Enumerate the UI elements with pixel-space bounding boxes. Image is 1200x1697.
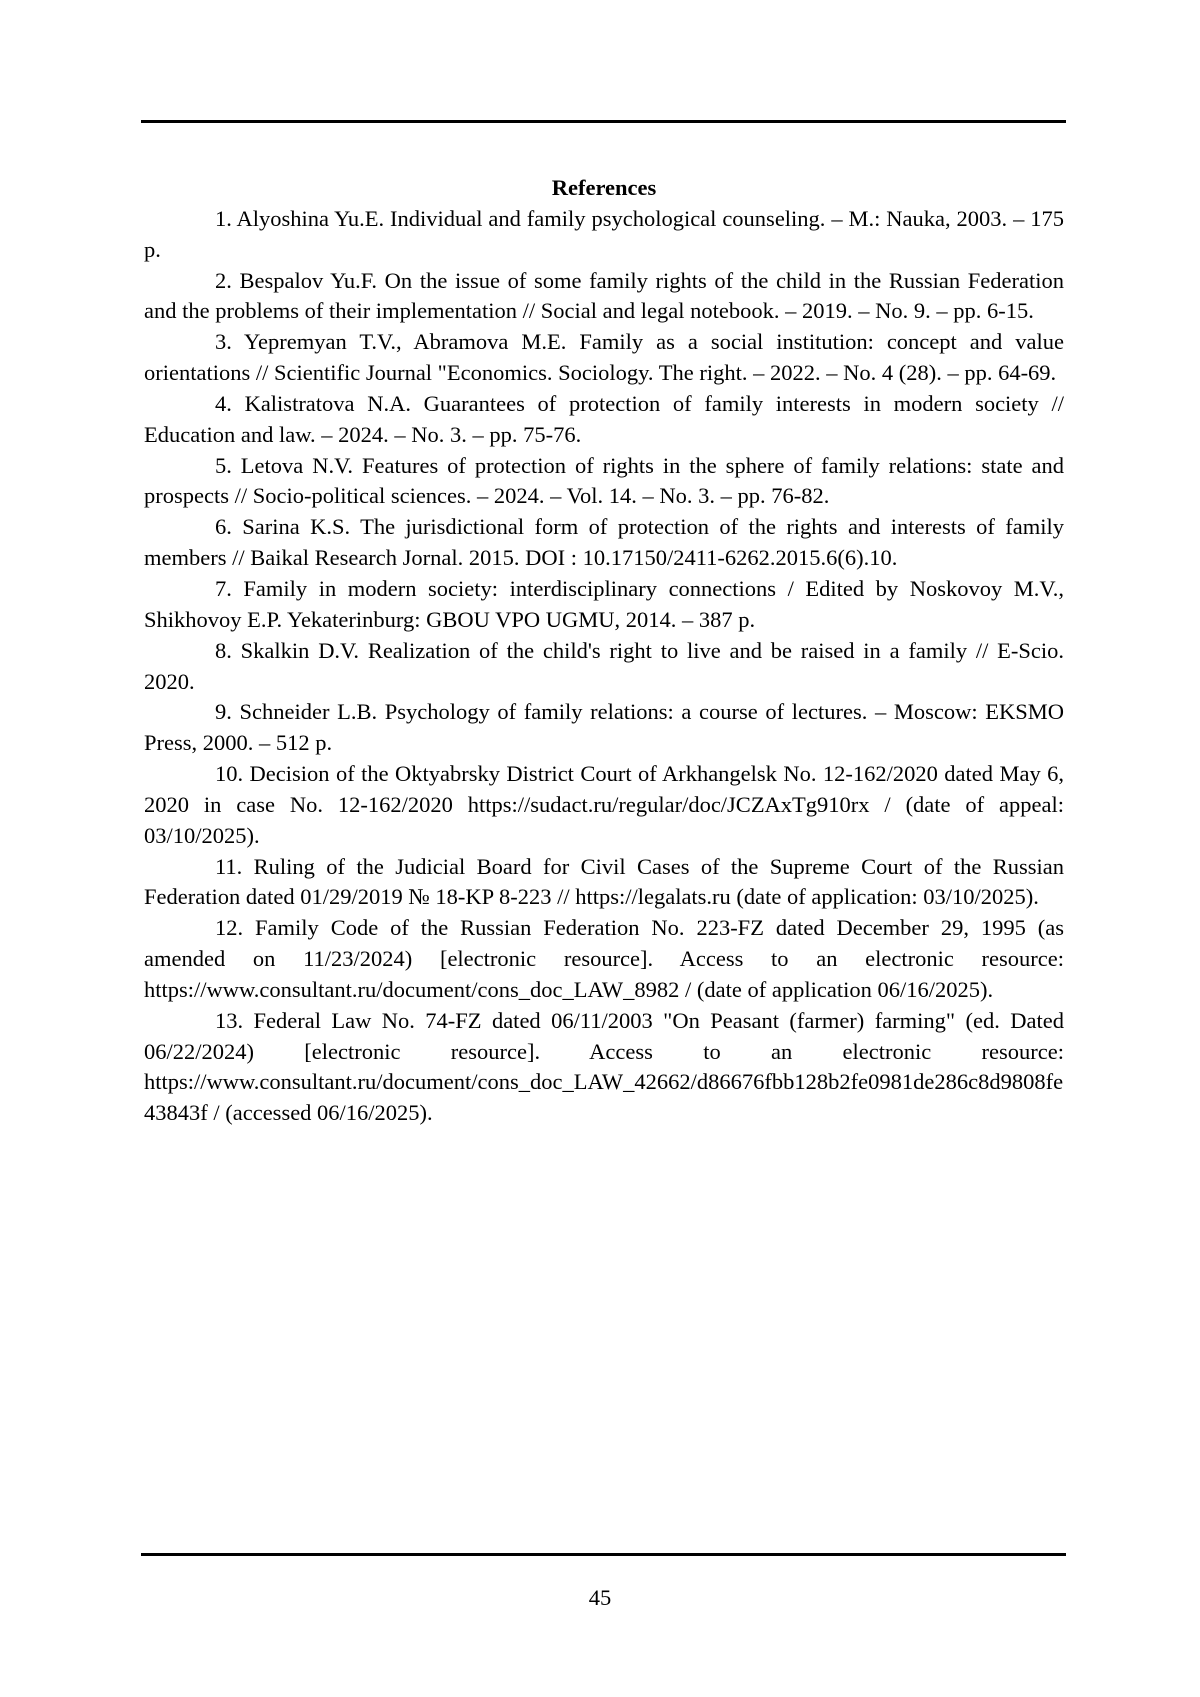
references-heading: References (551, 175, 657, 200)
reference-item: 9. Schneider L.B. Psychology of family relations: a course of lectures. – Moscow: EKSMO Press, 2000. – 512 p. (144, 699, 1064, 756)
reference-item: 11. Ruling of the Judicial Board for Civil Cases of the Supreme Court of the Russian Federation dated 01/29/2019 № 18-KP 8-223 // https://legalats.ru (date of application: 03/10/2025). (144, 853, 1064, 910)
reference-item: 5. Letova N.V. Features of protection of rights in the sphere of family relations: state and prospects // Socio-political sciences. – 2024. – Vol. 14. – No. 3. – pp. 76-82. (144, 452, 1064, 509)
reference-item: 4. Kalistratova N.A. Guarantees of protection of family interests in modern society // Education and law. – 2024. – No. 3. – pp. 75-76. (144, 390, 1064, 447)
page-number: 45 (588, 1585, 612, 1610)
reference-item: 6. Sarina K.S. The jurisdictional form of protection of the rights and interests of family members // Baikal Research Jornal. 2015. DOI : 10.17150/2411-6262.2015.6(6).10. (144, 514, 1064, 571)
references-section (144, 173, 1064, 1129)
reference-item: 8. Skalkin D.V. Realization of the child's right to live and be raised in a family // E-Scio. 2020. (144, 637, 1064, 694)
reference-item: 3. Yepremyan T.V., Abramova M.E. Family as a social institution: concept and value orientations // Scientific Journal "Economics. Sociology. The right. – 2022. – No. 4 (28). – pp. 64-69. (144, 329, 1064, 386)
reference-item: 1. Alyoshina Yu.E. Individual and family psychological counseling. – M.: Nauka, 2003. – 175 p. (144, 205, 1064, 262)
reference-item: 12. Family Code of the Russian Federation No. 223-FZ dated December 29, 1995 (as amended on 11/23/2024) [electronic resource]. Access to an electronic resource: https://www.consultant.ru/document/cons_doc_LAW_8982 / (date of application 06/16/2025). (144, 915, 1064, 1002)
reference-item: 2. Bespalov Yu.F. On the issue of some family rights of the child in the Russian Federation and the problems of their implementation // Social and legal notebook. – 2019. – No. 9. – pp. 6-15. (144, 267, 1064, 324)
reference-item: 10. Decision of the Oktyabrsky District Court of Arkhangelsk No. 12-162/2020 dated May 6, 2020 in case No. 12-162/2020 https://sudact.ru/regular/doc/JCZAxTg910rx / (date of appeal: 03/10/2025). (144, 761, 1064, 848)
reference-item: 13. Federal Law No. 74-FZ dated 06/11/2003 "On Peasant (farmer) farming" (ed. Dated 06/22/2024) [electronic resource]. Access to an electronic resource: https://www.consultant.ru/document/cons_doc_LAW_42662/d86676fbb128b2fe0981de286c8d9808fe43843f / (accessed 06/16/2025). (144, 1007, 1064, 1126)
header-rule (141, 120, 1066, 123)
reference-item: 7. Family in modern society: interdisciplinary connections / Edited by Noskovoy M.V., Shikhovoy E.P. Yekaterinburg: GBOU VPO UGMU, 2014. – 387 p. (144, 575, 1064, 632)
footer-rule (141, 1553, 1066, 1556)
